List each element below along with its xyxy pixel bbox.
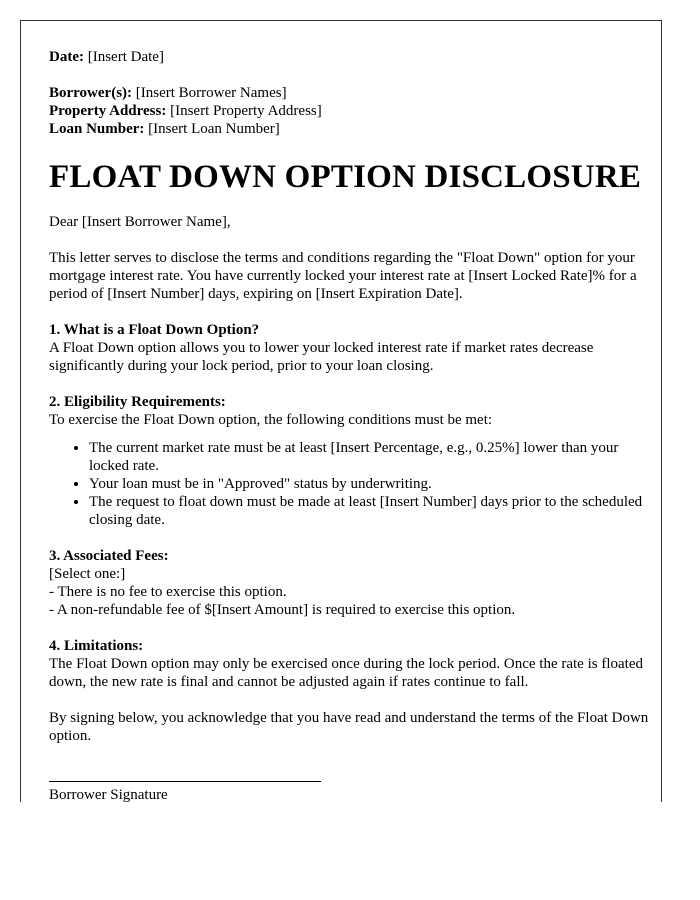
intro-paragraph: This letter serves to disclose the terms and conditions regarding the "Float Down" option for your mortgage interest rate. You have currently locked your interest rate at [Insert Locked Rate]% for a period of [Insert Number] days, expiring on [Insert Expiration Date]. (49, 250, 637, 302)
salutation: Dear [Insert Borrower Name], (49, 214, 231, 230)
list-item: • The current market rate must be at least [Insert Percentage, e.g., 0.25%] lower than your locked rate. (89, 439, 661, 475)
list-item: • Your loan must be in "Approved" status by underwriting. (89, 475, 661, 493)
section-2: 2. Eligibility Requirements: To exercise the Float Down option, the following conditions must be met: • The current market rate must be at least [Insert Percentage, e.g., 0.25%] lower than your locked rate. • Your loan must be in "Approved" status by underwriting. • The request to float down must be made at least [Insert Number] days prior to the scheduled closing date. (49, 393, 661, 529)
section-3: 3. Associated Fees: [Select one:] - There is no fee to exercise this option. - A non-refundable fee of $[Insert Amount] is required to exercise this option. (49, 548, 516, 618)
acknowledgement: By signing below, you acknowledge that you have read and understand the terms of the Float Down option. (49, 710, 649, 744)
document-page (20, 20, 662, 802)
eligibility-list (49, 439, 661, 529)
list-item: • The request to float down must be made at least [Insert Number] days prior to the scheduled closing date. (89, 493, 661, 529)
date-line: Date: [Insert Date] (49, 49, 164, 65)
signature-label: Borrower Signature (49, 787, 168, 803)
borrower-info: Borrower(s): [Insert Borrower Names] Property Address: [Insert Property Address] Loan Number: [Insert Loan Number] (49, 85, 322, 137)
section-1: 1. What is a Float Down Option? A Float Down option allows you to lower your locked interest rate if market rates decrease significantly during your lock period, prior to your loan closing. (49, 322, 594, 374)
document-title: FLOAT DOWN OPTION DISCLOSURE (49, 159, 642, 195)
section-4: 4. Limitations: The Float Down option may only be exercised once during the lock period. Once the rate is floated down, the new rate is final and cannot be adjusted again if rates continue to fall. (49, 638, 643, 690)
signature-line (49, 781, 321, 804)
